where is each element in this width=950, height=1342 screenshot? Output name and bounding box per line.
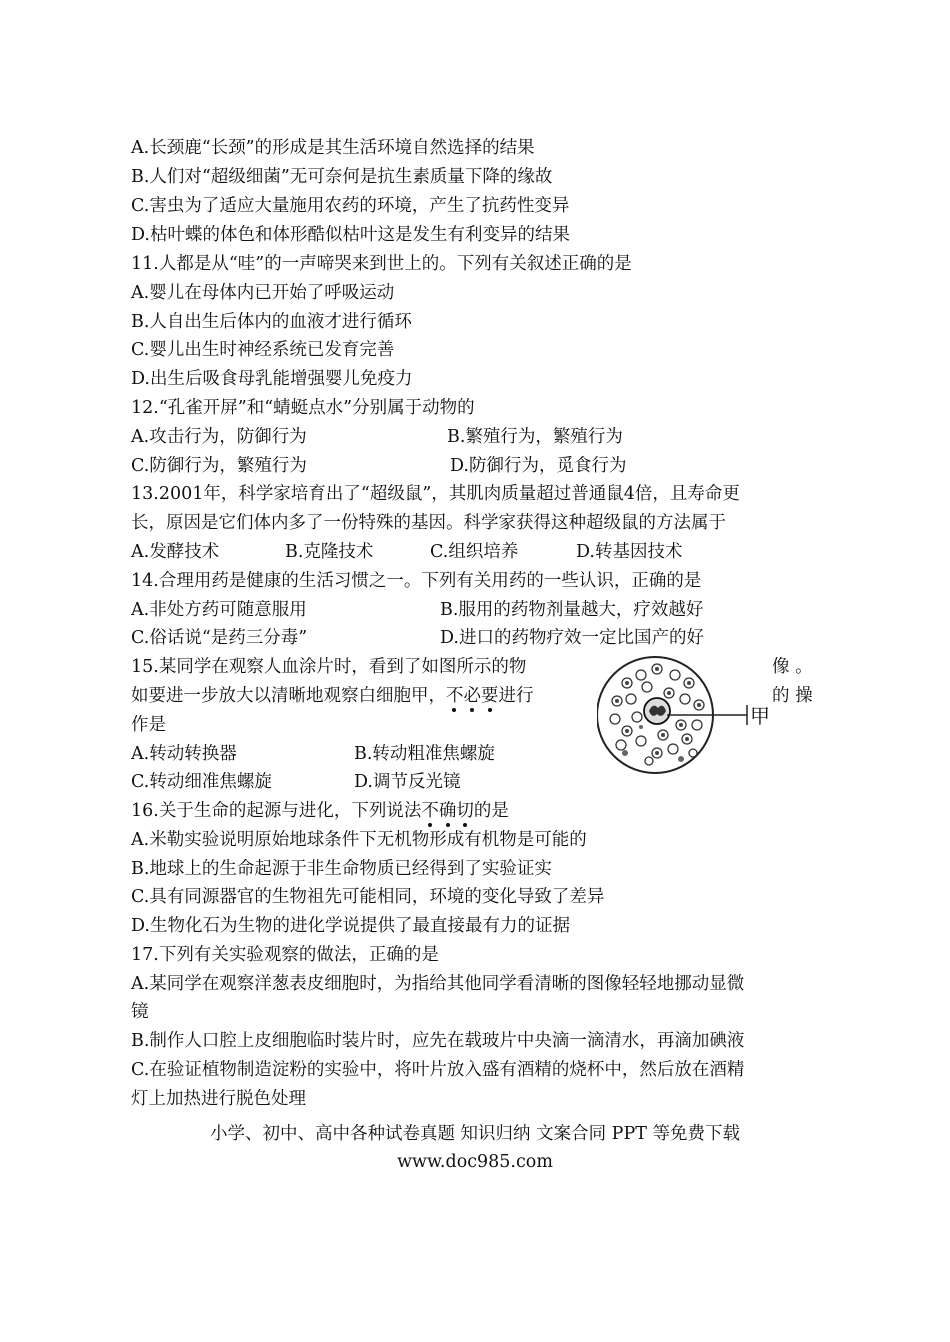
- q12-stem: 12.“孔雀开屏”和“蜻蜓点水”分别属于动物的: [131, 398, 475, 418]
- q16-stem-b: 的是: [473, 801, 509, 821]
- q14-option-a: A.非处方药可随意服用: [131, 600, 307, 620]
- q15-stem-line3: 作是: [131, 715, 166, 735]
- q17-option-c-line2: 灯上加热进行脱色处理: [131, 1089, 306, 1109]
- footer-website: www.doc985.com: [397, 1152, 553, 1172]
- q10-option-d: D.枯叶蝶的体色和体形酷似枯叶这是发生有利变异的结果: [131, 225, 570, 245]
- q11-option-d: D.出生后吸食母乳能增强婴儿免疫力: [131, 369, 413, 389]
- q13-stem-line2: 长，原因是它们体内多了一份特殊的基因。科学家获得这种超级鼠的方法属于: [131, 513, 726, 533]
- q13-option-b: B.克隆技术: [285, 542, 374, 562]
- q15-option-a: A.转动转换器: [131, 744, 237, 764]
- q13-option-a: A.发酵技术: [131, 542, 220, 562]
- emphasis-dot: [463, 823, 467, 827]
- q13-option-d: D.转基因技术: [576, 542, 683, 562]
- q17-option-a-line1: A.某同学在观察洋葱表皮细胞时，为指给其他同学看清晰的图像轻轻地挪动显微: [131, 974, 745, 994]
- q10-option-b: B.人们对“超级细菌”无可奈何是抗生素质量下降的缘故: [131, 167, 553, 187]
- q14-option-b: B.服用的药物剂量越大，疗效越好: [440, 600, 704, 620]
- q16-emphasis: [421, 801, 474, 821]
- q16-option-a: A.米勒实验说明原始地球条件下无机物形成有机物是可能的: [131, 830, 587, 850]
- q14-stem: 14.合理用药是健康的生活习惯之一。下列有关用药的一些认识，正确的是: [131, 571, 702, 591]
- q15-stem-line2-b: 进行: [498, 686, 534, 706]
- q15-option-d: D.调节反光镜: [354, 772, 461, 792]
- q16-option-b: B.地球上的生命起源于非生命物质已经得到了实验证实: [131, 859, 552, 879]
- emphasis-dot: [428, 823, 432, 827]
- q10-option-c: C.害虫为了适应大量施用农药的环境，产生了抗药性变异: [131, 196, 570, 216]
- q17-option-c-line1: C.在验证植物制造淀粉的实验中，将叶片放入盛有酒精的烧杯中，然后放在酒精: [131, 1060, 745, 1080]
- q16-stem-a: 16.关于生命的起源与进化，下列说法: [131, 801, 422, 821]
- q15-emphasis-text: 不必要: [446, 686, 499, 706]
- q14-option-d: D.进口的药物疗效一定比国产的好: [440, 628, 704, 648]
- q15-stem-line2: [131, 684, 534, 708]
- q11-stem: 11.人都是从“哇”的一声啼哭来到世上的。下列有关叙述正确的是: [131, 254, 632, 274]
- q16-option-c: C.具有同源器官的生物祖先可能相同，环境的变化导致了差异: [131, 887, 605, 907]
- q17-option-a-line2: 镜: [131, 1002, 149, 1022]
- emphasis-dot: [446, 823, 450, 827]
- figure-label-jia: 甲: [750, 704, 770, 728]
- blood-smear-illustration: [597, 653, 777, 777]
- q11-option-b: B.人自出生后体内的血液才进行循环: [131, 312, 412, 332]
- q11-option-a: A.婴儿在母体内已开始了呼吸运动: [131, 283, 395, 303]
- blood-smear-figure: [597, 653, 777, 777]
- q12-option-b: B.繁殖行为，繁殖行为: [447, 427, 623, 447]
- q12-option-d: D.防御行为，觅食行为: [450, 456, 627, 476]
- q14-option-c: C.俗话说“是药三分毒”: [131, 628, 308, 648]
- q15-stem-line2-end: 的 操: [772, 686, 813, 706]
- q15-option-c: C.转动细准焦螺旋: [131, 772, 272, 792]
- q12-option-c: C.防御行为，繁殖行为: [131, 456, 307, 476]
- q11-option-c: C.婴儿出生时神经系统已发育完善: [131, 340, 395, 360]
- q17-option-b: B.制作人口腔上皮细胞临时装片时，应先在载玻片中央滴一滴清水，再滴加碘液: [131, 1031, 745, 1051]
- emphasis-dot: [488, 708, 492, 712]
- q12-option-a: A.攻击行为，防御行为: [131, 427, 307, 447]
- q13-stem-line1: 13.2001年，科学家培育出了“超级鼠”，其肌肉质量超过普通鼠4倍，且寿命更: [131, 484, 740, 504]
- q15-stem-line1-end: 像 。: [772, 657, 813, 677]
- emphasis-dot: [452, 708, 456, 712]
- q15-stem-line1: 15.某同学在观察人血涂片时，看到了如图所示的物: [131, 657, 527, 677]
- q15-emphasis: [446, 686, 499, 706]
- q16-emphasis-text: 不确切: [421, 801, 474, 821]
- q15-stem-line2-a: 如要进一步放大以清晰地观察白细胞甲，: [131, 686, 446, 706]
- q15-option-b: B.转动粗准焦螺旋: [354, 744, 495, 764]
- q17-stem: 17.下列有关实验观察的做法，正确的是: [131, 945, 439, 965]
- q10-option-a: A.长颈鹿“长颈”的形成是其生活环境自然选择的结果: [131, 138, 535, 158]
- footer-line1: 小学、初中、高中各种试卷真题 知识归纳 文案合同 PPT 等免费下载: [210, 1124, 740, 1144]
- emphasis-dot: [470, 708, 474, 712]
- q16-option-d: D.生物化石为生物的进化学说提供了最直接最有力的证据: [131, 916, 570, 936]
- q16-stem: [131, 799, 509, 823]
- q13-option-c: C.组织培养: [430, 542, 519, 562]
